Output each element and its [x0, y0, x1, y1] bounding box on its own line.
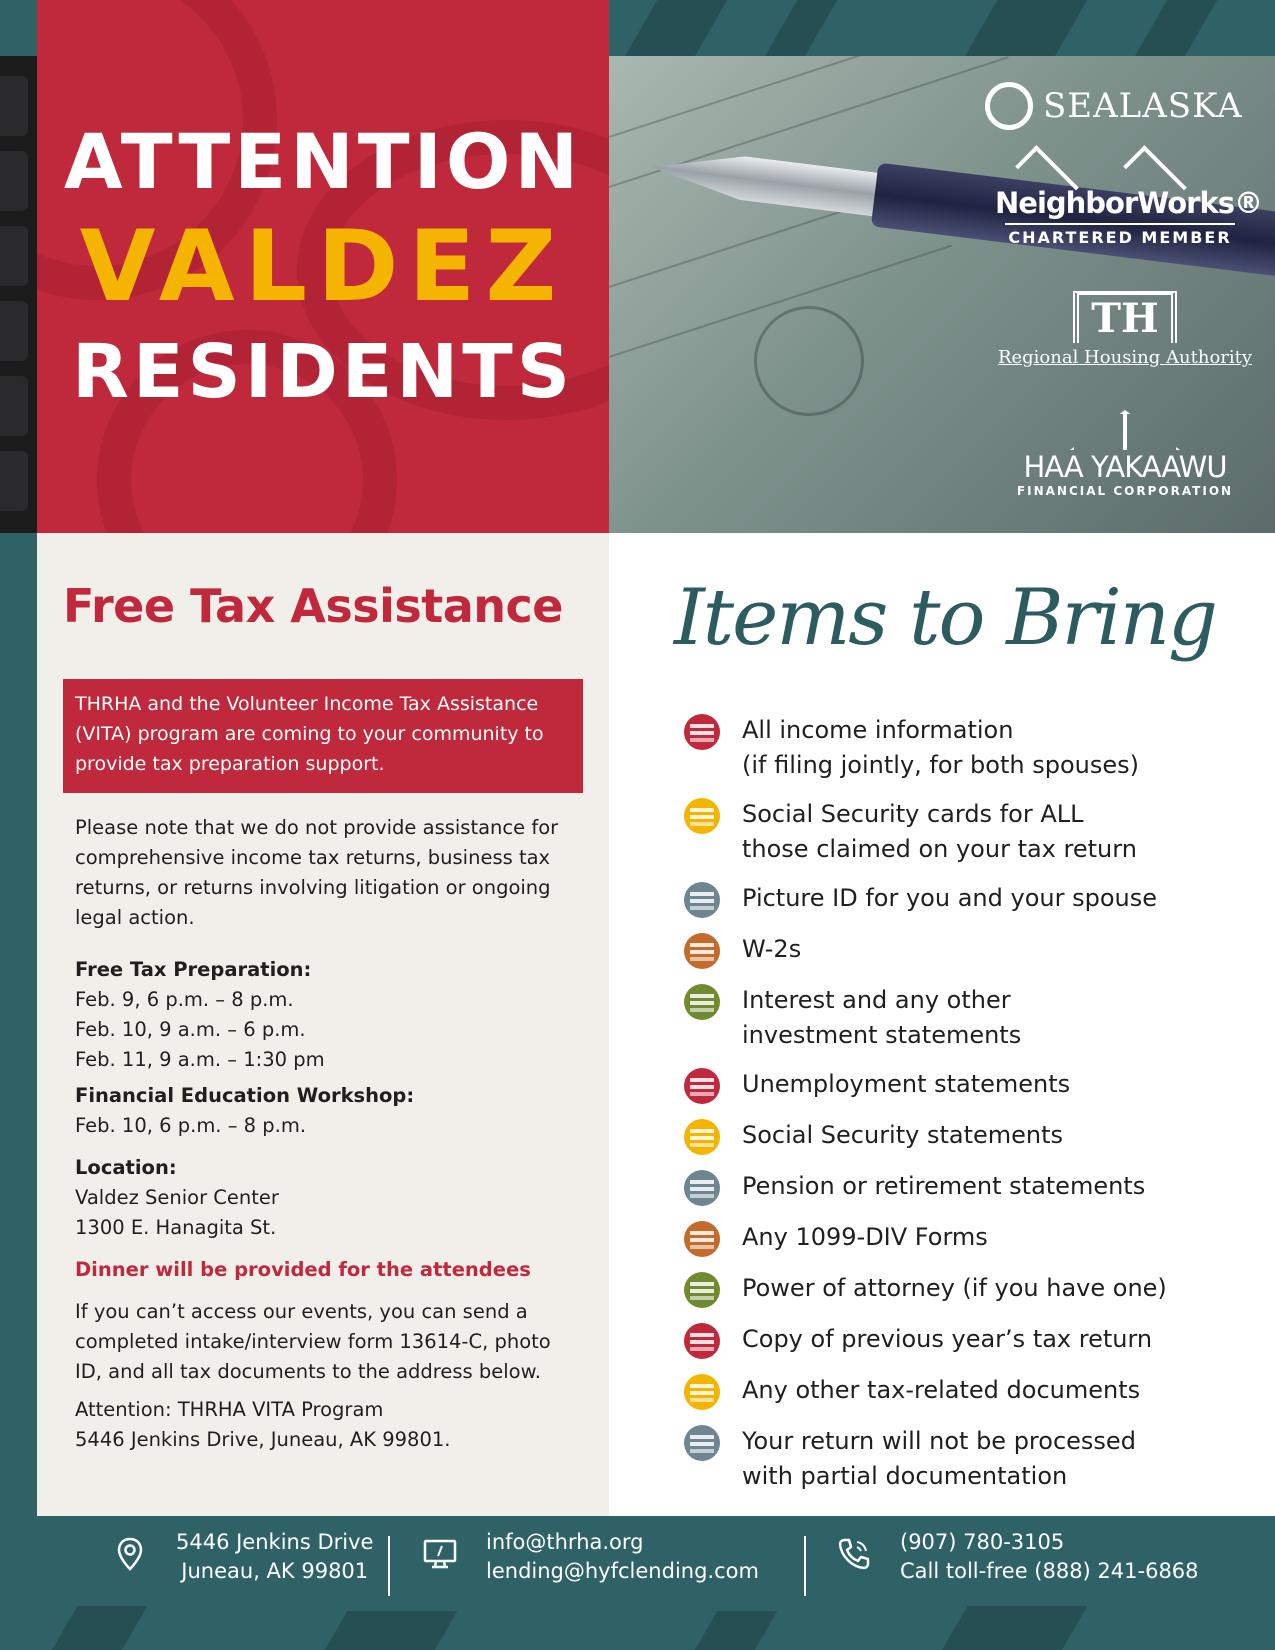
computer-monitor-icon — [422, 1536, 458, 1572]
hero-line-residents: RESIDENTS — [71, 329, 575, 415]
formline-bullet-icon — [684, 1272, 720, 1308]
workshop-heading: Financial Education Workshop: — [75, 1084, 415, 1107]
tax-assistance-info — [37, 533, 609, 1516]
formline-bullet-icon — [684, 714, 720, 750]
formline-bullet-icon — [684, 984, 720, 1020]
sealaska-name: SEALASKA — [1043, 86, 1243, 126]
hero-banner — [37, 0, 609, 533]
haa-yakaawu-logo — [975, 410, 1275, 498]
prep-schedule — [75, 955, 583, 1075]
haa-yakaawu-sub: FINANCIAL CORPORATION — [1016, 484, 1234, 498]
list-item — [684, 1373, 1244, 1410]
sealaska-logo — [985, 82, 1243, 130]
attention-address: 5446 Jenkins Drive, Juneau, AK 99801. — [75, 1428, 451, 1451]
neighborworks-sub: CHARTERED MEMBER — [1008, 228, 1232, 247]
list-item — [684, 713, 1244, 783]
haa-yakaawu-name: HAA YAKAAWU — [1023, 450, 1227, 484]
list-item — [684, 1322, 1244, 1359]
item-text: Social Security statements — [742, 1121, 1064, 1149]
list-item — [684, 932, 1244, 969]
thrha-name: Regional Housing Authority — [997, 347, 1253, 368]
workshop-schedule — [75, 1081, 583, 1141]
list-item — [684, 1424, 1244, 1494]
footer-phone[interactable]: (907) 780-3105 — [900, 1530, 1065, 1554]
item-text: Copy of previous year’s tax return — [742, 1325, 1153, 1353]
item-text: All income information — [742, 716, 1014, 744]
hero-line-valdez: VALDEZ — [79, 210, 567, 324]
item-text: Any other tax-related documents — [742, 1376, 1141, 1404]
list-item — [684, 1118, 1244, 1155]
item-text: Your return will not be processed — [742, 1427, 1136, 1455]
list-item — [684, 1220, 1244, 1257]
list-item — [684, 983, 1244, 1053]
contact-address — [112, 1528, 373, 1586]
item-text: Interest and any other — [742, 986, 1011, 1014]
mail-in-note: If you can’t access our events, you can send a completed intake/interview form 13614-C, photo ID, and all tax documents to the address below. — [75, 1300, 551, 1383]
list-item — [684, 1169, 1244, 1206]
thrha-mark: TH — [1073, 291, 1177, 343]
item-text: Any 1099-DIV Forms — [742, 1223, 988, 1251]
item-text: (if filing jointly, for both spouses) — [742, 751, 1139, 779]
location-pin-icon — [112, 1536, 148, 1572]
item-text: Pension or retirement statements — [742, 1172, 1146, 1200]
location-address: 1300 E. Hanagita St. — [75, 1216, 277, 1239]
neighborworks-name: NeighborWorks® — [995, 186, 1262, 220]
dinner-note: Dinner will be provided for the attendees — [75, 1258, 531, 1281]
formline-bullet-icon — [684, 1170, 720, 1206]
formline-bullet-icon — [684, 1221, 720, 1257]
location-block — [75, 1153, 583, 1243]
prep-heading: Free Tax Preparation: — [75, 958, 312, 981]
formline-bullet-icon — [684, 882, 720, 918]
phone-icon — [836, 1536, 872, 1572]
partner-logos — [975, 56, 1275, 533]
items-to-bring — [609, 533, 1275, 1516]
item-text: with partial documentation — [742, 1462, 1068, 1490]
items-list — [684, 713, 1244, 1508]
disclaimer-note: Please note that we do not provide assistance for comprehensive income tax returns, business tax returns, or returns involving litigation or ongoing legal action. — [75, 816, 559, 929]
formline-bullet-icon — [684, 1425, 720, 1461]
footer-email-1[interactable]: info@thrha.org — [486, 1530, 644, 1554]
intro-box: THRHA and the Volunteer Income Tax Assistance (VITA) program are coming to your community to provide tax preparation support. — [63, 679, 583, 793]
list-item — [684, 797, 1244, 867]
footer-divider — [804, 1536, 806, 1596]
list-item — [684, 1271, 1244, 1308]
footer-divider — [388, 1536, 390, 1596]
workshop-date: Feb. 10, 6 p.m. – 8 p.m. — [75, 1114, 307, 1137]
items-title: Items to Bring — [674, 573, 1216, 663]
contact-email — [422, 1528, 759, 1586]
list-item — [684, 1067, 1244, 1104]
formline-bullet-icon — [684, 1323, 720, 1359]
formline-bullet-icon — [684, 1068, 720, 1104]
contact-phone — [836, 1528, 1199, 1586]
sealaska-mark-icon — [985, 82, 1033, 130]
longhouse-icon — [1070, 410, 1180, 450]
footer-address-line1: 5446 Jenkins Drive — [176, 1530, 374, 1554]
item-text: Social Security cards for ALL — [742, 800, 1084, 828]
footer-email-2[interactable]: lending@hyfclending.com — [486, 1559, 759, 1583]
attention-line: Attention: THRHA VITA Program — [75, 1398, 384, 1421]
list-item — [684, 881, 1244, 918]
item-text: those claimed on your tax return — [742, 835, 1137, 863]
formline-bullet-icon — [684, 1119, 720, 1155]
item-text: Picture ID for you and your spouse — [742, 884, 1157, 912]
house-roofs-icon — [995, 156, 1245, 186]
item-text: W-2s — [742, 935, 802, 963]
item-text: Power of attorney (if you have one) — [742, 1274, 1167, 1302]
contact-bar — [0, 1516, 1275, 1600]
section-title-free-tax: Free Tax Assistance — [63, 579, 564, 633]
formline-bullet-icon — [684, 798, 720, 834]
hero-line-attention: ATTENTION — [63, 117, 583, 206]
prep-date: Feb. 10, 9 a.m. – 6 p.m. — [75, 1018, 306, 1041]
mailing-address — [75, 1395, 583, 1455]
item-text: investment statements — [742, 1021, 1022, 1049]
prep-date: Feb. 11, 9 a.m. – 1:30 pm — [75, 1048, 325, 1071]
location-name: Valdez Senior Center — [75, 1186, 279, 1209]
item-text: Unemployment statements — [742, 1070, 1071, 1098]
keyboard-photo — [0, 56, 37, 533]
prep-date: Feb. 9, 6 p.m. – 8 p.m. — [75, 988, 294, 1011]
thrha-logo — [975, 291, 1275, 368]
location-heading: Location: — [75, 1156, 177, 1179]
formline-bullet-icon — [684, 933, 720, 969]
footer-tollfree[interactable]: Call toll-free (888) 241-6868 — [900, 1559, 1199, 1583]
neighborworks-logo — [995, 156, 1262, 247]
footer-address-line2: Juneau, AK 99801 — [181, 1559, 369, 1583]
formline-bullet-icon — [684, 1374, 720, 1410]
